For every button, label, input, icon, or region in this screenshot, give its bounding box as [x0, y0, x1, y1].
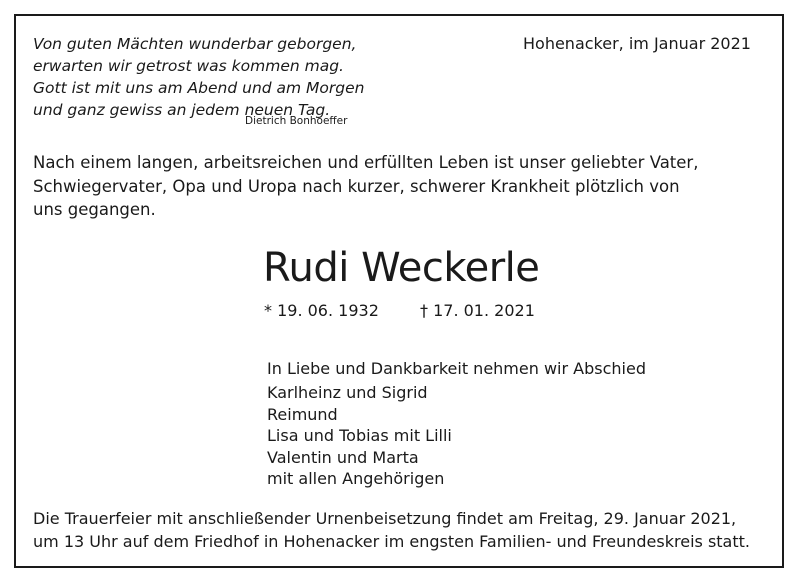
mourner-item: mit allen Angehörigen [267, 469, 445, 488]
mourner-item: Lisa und Tobias mit Lilli [267, 426, 452, 445]
quote-line: Von guten Mächten wunderbar geborgen, [33, 35, 357, 53]
bonhoeffer-quote [33, 33, 364, 121]
place-date: Hohenacker, im Januar 2021 [523, 34, 751, 53]
quote-line: erwarten wir getrost was kommen mag. [33, 57, 344, 75]
funeral-line: um 13 Uhr auf dem Friedhof in Hohenacker im engsten Familien- und Freundeskreis statt. [33, 531, 750, 551]
mourner-item: Valentin und Marta [267, 447, 419, 467]
intro-line: uns gegangen. [33, 200, 156, 219]
birth-date: * 19. 06. 1932 [264, 301, 379, 320]
mourners-list [267, 382, 452, 490]
intro-line: Schwiegervater, Opa und Uropa nach kurzer, schwerer Krankheit plötzlich von [33, 176, 680, 196]
death-date: † 17. 01. 2021 [420, 301, 535, 320]
funeral-line: Die Trauerfeier mit anschließender Urnenbeisetzung findet am Freitag, 29. Januar 2021, [33, 509, 737, 528]
quote-author: Dietrich Bonhoeffer [245, 115, 348, 127]
intro-line: Nach einem langen, arbeitsreichen und erfüllten Leben ist unser geliebter Vater, [33, 153, 699, 172]
mourner-item: Karlheinz und Sigrid [267, 383, 428, 402]
farewell-line: In Liebe und Dankbarkeit nehmen wir Abschied [267, 359, 646, 378]
deceased-name: Rudi Weckerle [263, 245, 540, 291]
intro-text [33, 151, 698, 222]
mourner-item: Reimund [267, 404, 338, 424]
quote-line: und ganz gewiss an jedem neuen Tag. [33, 101, 331, 119]
funeral-info [33, 508, 750, 553]
quote-line: Gott ist mit uns am Abend und am Morgen [33, 79, 365, 97]
